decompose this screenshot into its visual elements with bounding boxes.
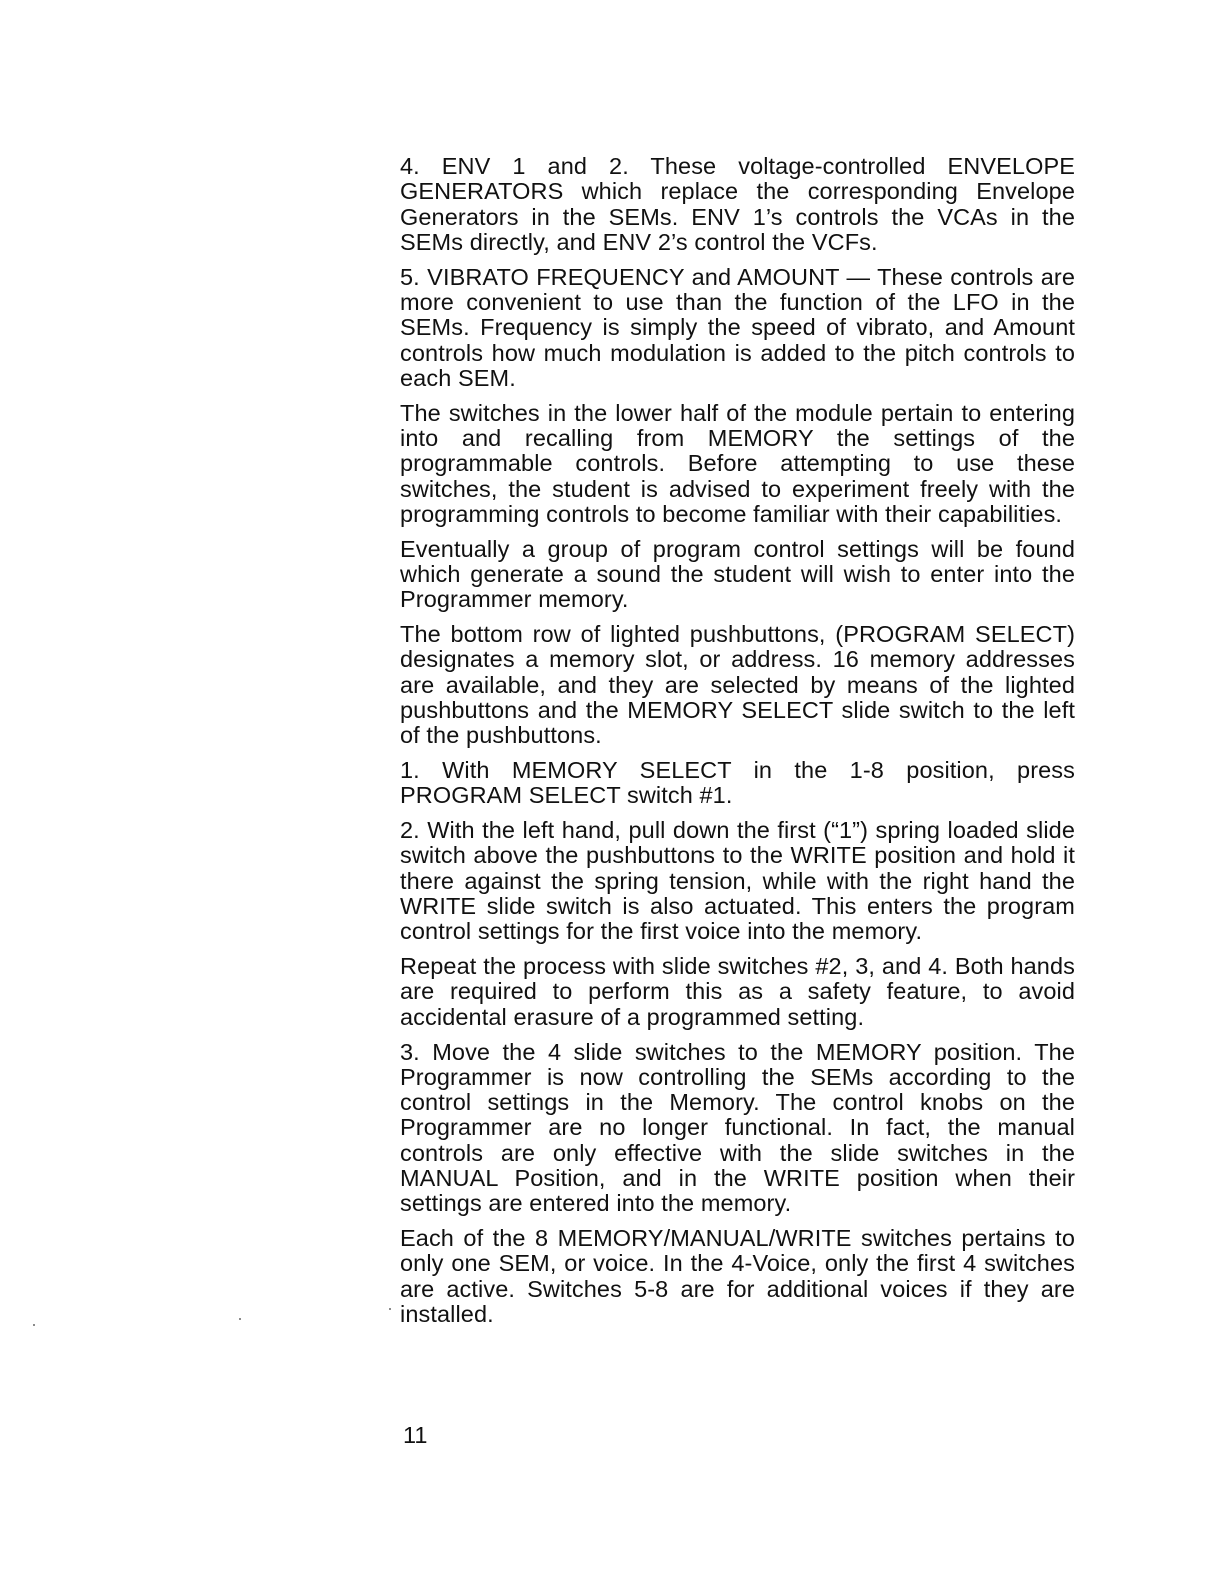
paragraph-eventually: Eventually a group of program control settings will be found which generate a sound the student will wish to enter into the Programmer memory. [400, 535, 1075, 613]
scan-speck [239, 1318, 241, 1320]
page-number: 11 [403, 1422, 428, 1448]
paragraph-step-3: 3. Move the 4 slide switches to the MEMORY position. The Programmer is now controlling the SEMs according to the control settings in the Memory. The control knobs on the Programmer are no longer functional. In fact, the manual controls are only effective with the slide switches in the MANUAL Position, and in the WRITE position when their settings are entered into the memory. [400, 1038, 1075, 1217]
paragraph-switches: The switches in the lower half of the module pertain to entering into and recalling from MEMORY the settings of the programmable controls. Before attempting to use these switches, the student is advised to experiment freely with the programming controls to become familiar with their capabilities. [400, 399, 1075, 527]
paragraph-step-2: 2. With the left hand, pull down the first (“1”) spring loaded slide switch above the pushbuttons to the WRITE position and hold it there against the spring tension, while with the right hand the WRITE slide switch is also actuated. This enters the program control settings for the first voice into the memory. [400, 817, 1075, 945]
paragraph-repeat: Repeat the process with slide switches #2, 3, and 4. Both hands are required to perform this as a safety feature, to avoid accidental erasure of a programmed setting. [400, 953, 1075, 1030]
paragraph-vibrato: 5. VIBRATO FREQUENCY and AMOUNT — These controls are more convenient to use than the function of the LFO in the SEMs. Frequency is simply the speed of vibrato, and Amount controls how much modulation is added to the pitch controls to each SEM. [400, 263, 1075, 391]
paragraph-pushbuttons: The bottom row of lighted pushbuttons, (PROGRAM SELECT) designates a memory slot, or address. 16 memory addresses are available, and they are selected by means of the lighted pushbuttons and the MEMORY SELECT slide switch to the left of the pushbuttons. [400, 621, 1075, 749]
paragraph-env: 4. ENV 1 and 2. These voltage-controlled ENVELOPE GENERATORS which replace the corresponding Envelope Generators in the SEMs. ENV 1’s controls the VCAs in the SEMs directly, and ENV 2’s control the VCFs. [400, 153, 1075, 255]
text-column [400, 154, 1075, 1337]
scan-speck [33, 1324, 35, 1326]
scan-speck [389, 1308, 391, 1310]
paragraph-step-1: 1. With MEMORY SELECT in the 1-8 position, press PROGRAM SELECT switch #1. [400, 757, 1075, 809]
paragraph-each-switch: Each of the 8 MEMORY/MANUAL/WRITE switches pertains to only one SEM, or voice. In the 4-Voice, only the first 4 switches are active. Switches 5-8 are for additional voices if they are installed. [400, 1225, 1075, 1327]
